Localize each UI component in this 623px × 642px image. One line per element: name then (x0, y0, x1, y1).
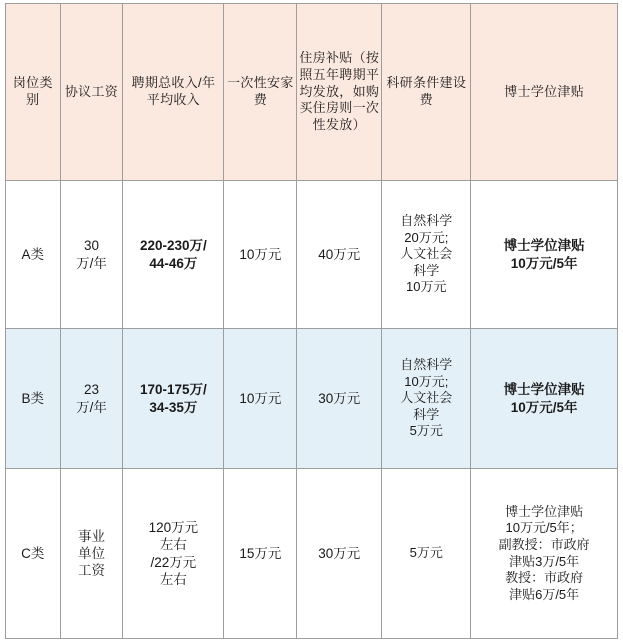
compensation-table (5, 3, 618, 639)
cell-housing-subsidy: 30万元 (297, 329, 382, 469)
wage-line: 30 (83, 238, 99, 254)
cell-research-fund (382, 329, 471, 469)
research-line: 科学 (413, 262, 440, 278)
research-line: 10万元; (404, 373, 449, 389)
cell-total-income (123, 181, 224, 329)
wage-line: 单位 (77, 545, 105, 561)
header-research-fund: 科研条件建设费 (382, 4, 471, 181)
table-row (6, 469, 618, 639)
phd-line: 10万元/5年； (505, 520, 583, 536)
table-body (6, 181, 618, 639)
cell-settlement-fee: 10万元 (224, 181, 297, 329)
research-line: 20万元; (404, 229, 449, 245)
cell-agreed-wage (60, 469, 123, 639)
header-phd-allowance: 博士学位津贴 (471, 4, 618, 181)
cell-settlement-fee: 10万元 (224, 329, 297, 469)
phd-line: 10万元/5年 (510, 399, 578, 415)
income-line: 左右 (159, 537, 187, 553)
cell-agreed-wage (60, 181, 123, 329)
table-header (6, 4, 618, 181)
header-category: 岗位类别 (6, 4, 61, 181)
cell-phd-allowance (471, 469, 618, 639)
table-row (6, 329, 618, 469)
phd-line: 教授：市政府 (505, 570, 584, 586)
cell-total-income (123, 469, 224, 639)
phd-line: 博士学位津贴 (503, 382, 585, 398)
income-line: 44-46万 (149, 255, 198, 271)
research-line: 5万元 (409, 423, 443, 439)
header-settlement-fee: 一次性安家费 (224, 4, 297, 181)
research-line: 自然科学 (400, 212, 453, 228)
income-line: 220-230万/ (139, 238, 207, 254)
income-line: 120万元 (148, 519, 199, 535)
table-header-row (6, 4, 618, 181)
cell-research-fund (382, 181, 471, 329)
cell-housing-subsidy: 40万元 (297, 181, 382, 329)
income-line: /22万元 (150, 554, 197, 570)
wage-line: 23 (83, 382, 99, 398)
phd-line: 10万元/5年 (510, 255, 578, 271)
wage-line: 工资 (77, 563, 105, 579)
income-line: 170-175万/ (139, 382, 207, 398)
header-total-income: 聘期总收入/年平均收入 (123, 4, 224, 181)
wage-line: 万/年 (76, 255, 107, 271)
research-line: 自然科学 (400, 356, 453, 372)
cell-category: C类 (6, 469, 61, 639)
phd-line: 津贴6万/5年 (509, 586, 580, 602)
phd-line: 津贴3万/5年 (509, 553, 580, 569)
cell-housing-subsidy: 30万元 (297, 469, 382, 639)
research-line: 人文社会 (400, 390, 453, 406)
cell-total-income (123, 329, 224, 469)
cell-settlement-fee: 15万元 (224, 469, 297, 639)
wage-line: 事业 (77, 528, 105, 544)
cell-agreed-wage (60, 329, 123, 469)
cell-phd-allowance (471, 181, 618, 329)
phd-line: 博士学位津贴 (505, 503, 584, 519)
income-line: 34-35万 (149, 399, 198, 415)
wage-line: 万/年 (76, 399, 107, 415)
research-line: 10万元 (406, 279, 447, 295)
cell-category: B类 (6, 329, 61, 469)
phd-line: 博士学位津贴 (503, 238, 585, 254)
income-line: 左右 (159, 571, 187, 587)
cell-research-fund: 5万元 (382, 469, 471, 639)
phd-line: 副教授：市政府 (498, 536, 590, 552)
cell-phd-allowance (471, 329, 618, 469)
header-agreed-wage: 协议工资 (60, 4, 123, 181)
cell-category: A类 (6, 181, 61, 329)
table-row (6, 181, 618, 329)
research-line: 科学 (413, 406, 440, 422)
header-housing-subsidy: 住房补贴（按照五年聘期平均发放，如购买住房则一次性发放） (297, 4, 382, 181)
research-line: 人文社会 (400, 246, 453, 262)
table-sheet (0, 3, 623, 642)
